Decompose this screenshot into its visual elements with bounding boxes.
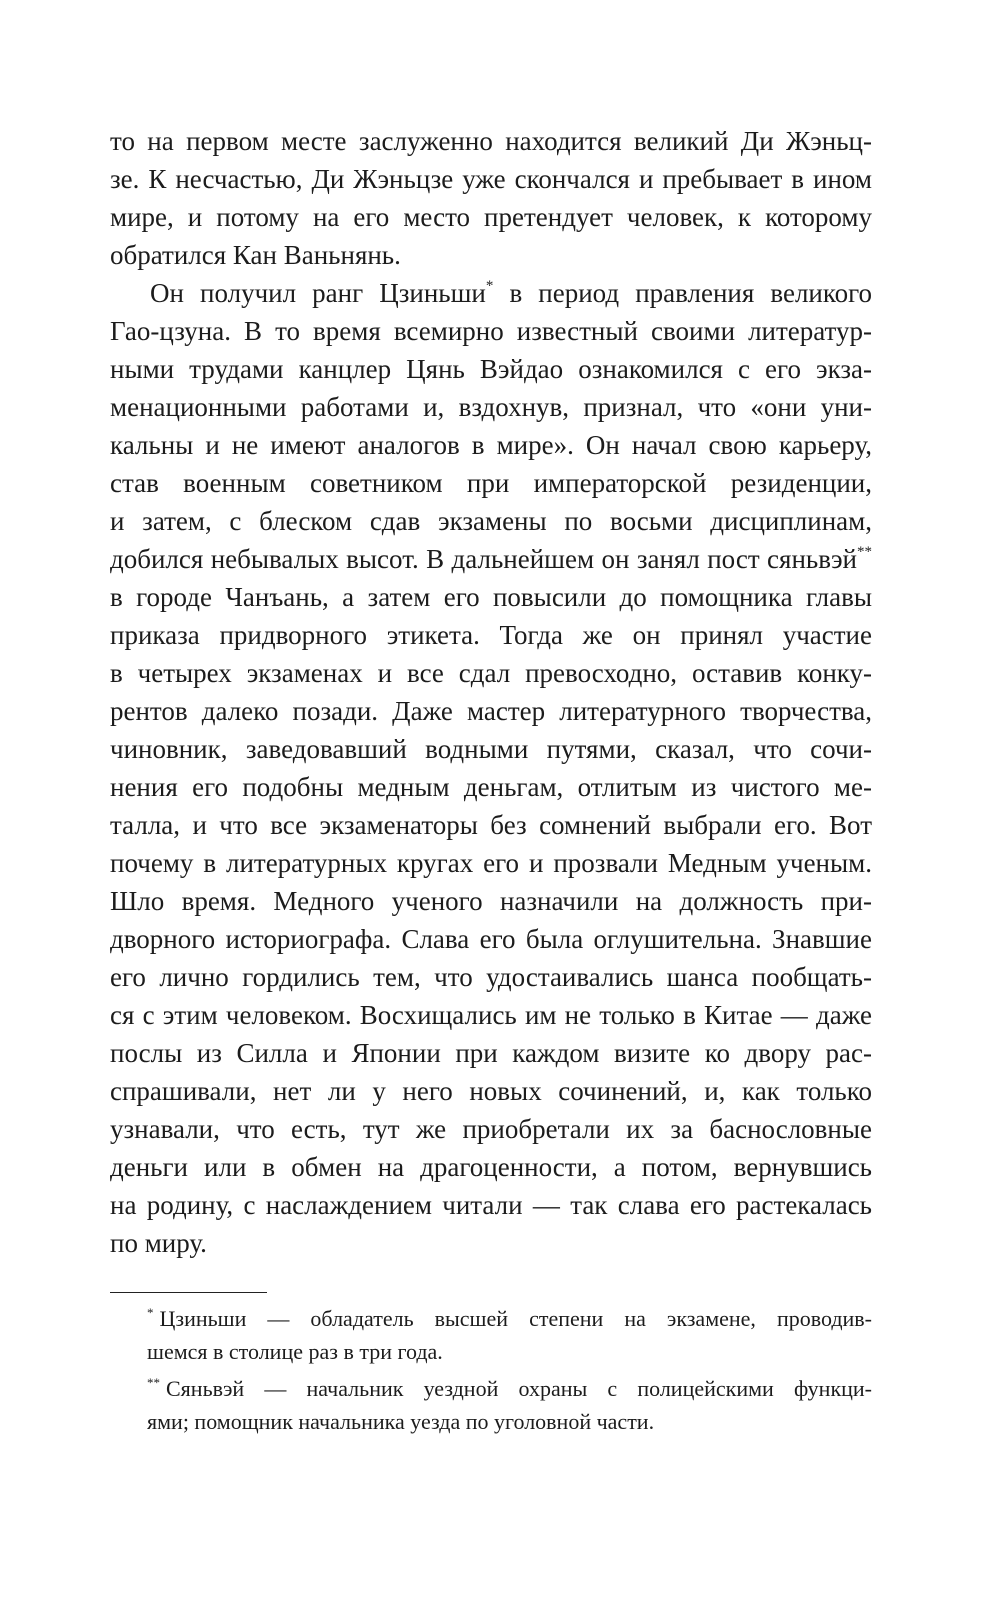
paragraph-first-line (110, 274, 872, 312)
text-fragment: добился небывалых высот. В дальнейшем он занял пост сяньвэй (110, 544, 857, 574)
text-line: спрашивали, нет ли у него новых сочинений, и, как только (110, 1076, 872, 1106)
text-line: кальны и не имеют аналогов в мире». Он начал свою карьеру, (110, 430, 872, 460)
text-line: его лично гордились тем, что удостаивались шанса пообщать- (110, 962, 872, 992)
text-line: мире, и потому на его место претендует человек, к которому (110, 202, 872, 232)
text-line: зе. К несчастью, Ди Жэньцзе уже скончался и пребывает в ином (110, 164, 872, 194)
text-line: деньги или в обмен на драгоценности, а потом, вернувшись (110, 1152, 872, 1182)
text-line: узнавали, что есть, тут же приобретали их за баснословные (110, 1114, 872, 1144)
footnote-1-continuation: шемся в столице раз в три года. (147, 1339, 443, 1364)
text-line: ными трудами канцлер Цянь Вэйдао ознакомился с его экза- (110, 354, 872, 384)
text-line: Гао-цзуна. В то время всемирно известный своими литератур- (110, 316, 872, 346)
text-line: то на первом месте заслуженно находится великий Ди Жэньц- (110, 126, 872, 156)
text-line: по миру. (110, 1228, 207, 1258)
footnotes (110, 1302, 872, 1438)
text-line: в четырех экзаменах и все сдал превосходно, оставив конку- (110, 658, 872, 688)
text-line: рентов далеко позади. Даже мастер литературного творчества, (110, 696, 872, 726)
footnote-1 (110, 1302, 872, 1335)
footnote-symbol: ** (147, 1375, 160, 1390)
footnote-symbol: * (147, 1305, 154, 1320)
text-line: чиновник, заведовавший водными путями, сказал, что сочи- (110, 734, 872, 764)
text-line: почему в литературных кругах его и прозвали Медным ученым. (110, 848, 872, 878)
text-fragment: Он получил ранг Цзиньши (150, 278, 486, 308)
text-line: ся с этим человеком. Восхищались им не только в Китае — даже (110, 1000, 872, 1030)
footnote-separator (110, 1292, 267, 1293)
footnote-reference: ** (857, 544, 872, 560)
footnote-2-continuation: ями; помощник начальника уезда по уголовной части. (147, 1409, 655, 1434)
text-line: на родину, с наслаждением читали — так слава его растекалась (110, 1190, 872, 1220)
text-line: обратился Кан Ваньнянь. (110, 240, 401, 270)
text-line: Шло время. Медного ученого назначили на должность при- (110, 886, 872, 916)
text-line: став военным советником при императорской резиденции, (110, 468, 872, 498)
footnote-text: Цзиньши — обладатель высшей степени на экзамене, проводив- (159, 1306, 872, 1331)
footnote-text: Сяньвэй — начальник уездной охраны с полицейскими функци- (166, 1376, 872, 1401)
text-line: нения его подобны медным деньгам, отлитым из чистого ме- (110, 772, 872, 802)
text-line-with-footnote (110, 540, 872, 578)
text-line: в городе Чанъань, а затем его повысили до помощника главы (110, 582, 872, 612)
text-line: послы из Силла и Японии при каждом визите ко двору рас- (110, 1038, 872, 1068)
text-fragment: в период правления великого (509, 278, 873, 308)
text-line: и затем, с блеском сдав экзамены по восьми дисциплинам, (110, 506, 872, 536)
text-line: дворного историографа. Слава его была оглушительна. Знавшие (110, 924, 872, 954)
text-line: талла, и что все экзаменаторы без сомнений выбрали его. Вот (110, 810, 872, 840)
footnote-2 (110, 1372, 872, 1405)
footnote-reference: * (485, 278, 494, 294)
text-line: менационными работами и, вздохнув, признал, что «они уни- (110, 392, 872, 422)
text-line: приказа придворного этикета. Тогда же он принял участие (110, 620, 872, 650)
main-text (110, 122, 872, 1262)
